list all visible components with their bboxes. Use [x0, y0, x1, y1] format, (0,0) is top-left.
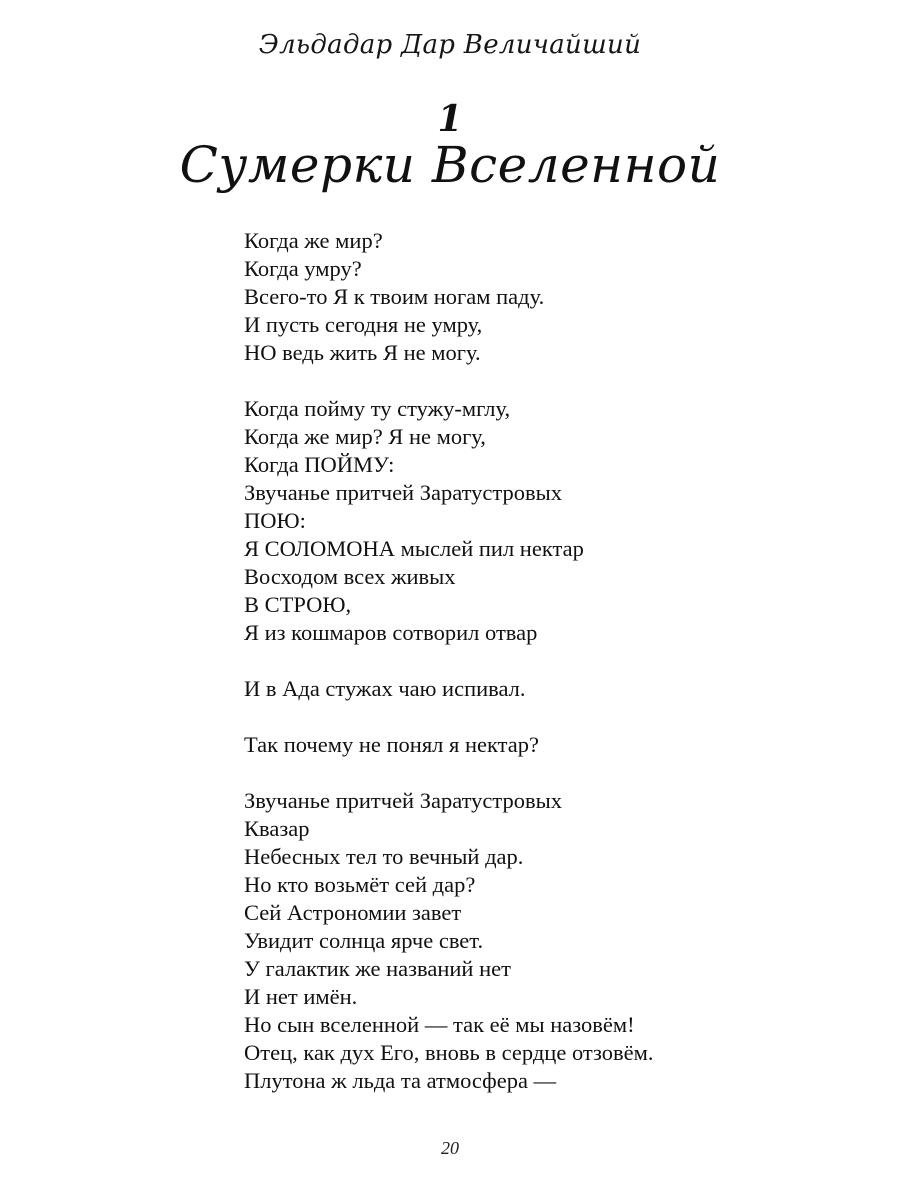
poem-line: Отец, как дух Его, вновь в сердце отзовём. [244, 1040, 654, 1065]
chapter-title: Сумерки Вселенной [179, 136, 721, 194]
poem-line: Увидит солнца ярче свет. [244, 928, 484, 953]
poem-line: ПОЮ: [244, 508, 306, 533]
poem-line: Небесных тел то вечный дар. [244, 844, 524, 869]
poem-line: И пусть сегодня не умру, [244, 312, 483, 337]
poem-line: Звучанье притчей Заратустровых [244, 480, 563, 505]
poem-line: И нет имён. [244, 984, 358, 1009]
poem-body [244, 227, 844, 1095]
poem-line: Когда же мир? Я не могу, [244, 424, 486, 449]
page-number: 20 [441, 1138, 459, 1158]
poem-line: Сей Астрономии завет [244, 900, 462, 925]
poem-line: Плутона ж льда та атмосфера — [244, 1068, 557, 1093]
poem-line: Когда умру? [244, 256, 362, 281]
poem-stanza [244, 731, 844, 759]
poem-line: Когда пойму ту стужу-мглу, [244, 396, 511, 421]
poem-stanza [244, 675, 844, 703]
running-header-author: Эльдадар Дар Величайший [258, 30, 642, 60]
poem-line: Но сын вселенной — так её мы назовём! [244, 1012, 635, 1037]
poem-line: У галактик же названий нет [244, 956, 511, 981]
poem-line: Но кто возьмёт сей дар? [244, 872, 476, 897]
poem-line: Восходом всех живых [244, 564, 456, 589]
poem-line: Когда же мир? [244, 228, 383, 253]
poem-line: Так почему не понял я нектар? [244, 732, 540, 757]
poem-line: Всего-то Я к твоим ногам паду. [244, 284, 545, 309]
poem-line: Звучанье притчей Заратустровых [244, 788, 563, 813]
poem-stanza [244, 227, 844, 367]
chapter-number: 1 [437, 98, 463, 140]
poem-line: НО ведь жить Я не могу. [244, 340, 481, 365]
poem-line: В СТРОЮ, [244, 592, 352, 617]
poem-stanza [244, 395, 844, 647]
poem-line: Я из кошмаров сотворил отвар [244, 620, 538, 645]
poem-line: Я СОЛОМОНА мыслей пил нектар [244, 536, 584, 561]
poem-line: Когда ПОЙМУ: [244, 452, 395, 477]
poem-line: И в Ада стужах чаю испивал. [244, 676, 526, 701]
poem-line: Квазар [244, 816, 310, 841]
poem-stanza [244, 787, 844, 1095]
